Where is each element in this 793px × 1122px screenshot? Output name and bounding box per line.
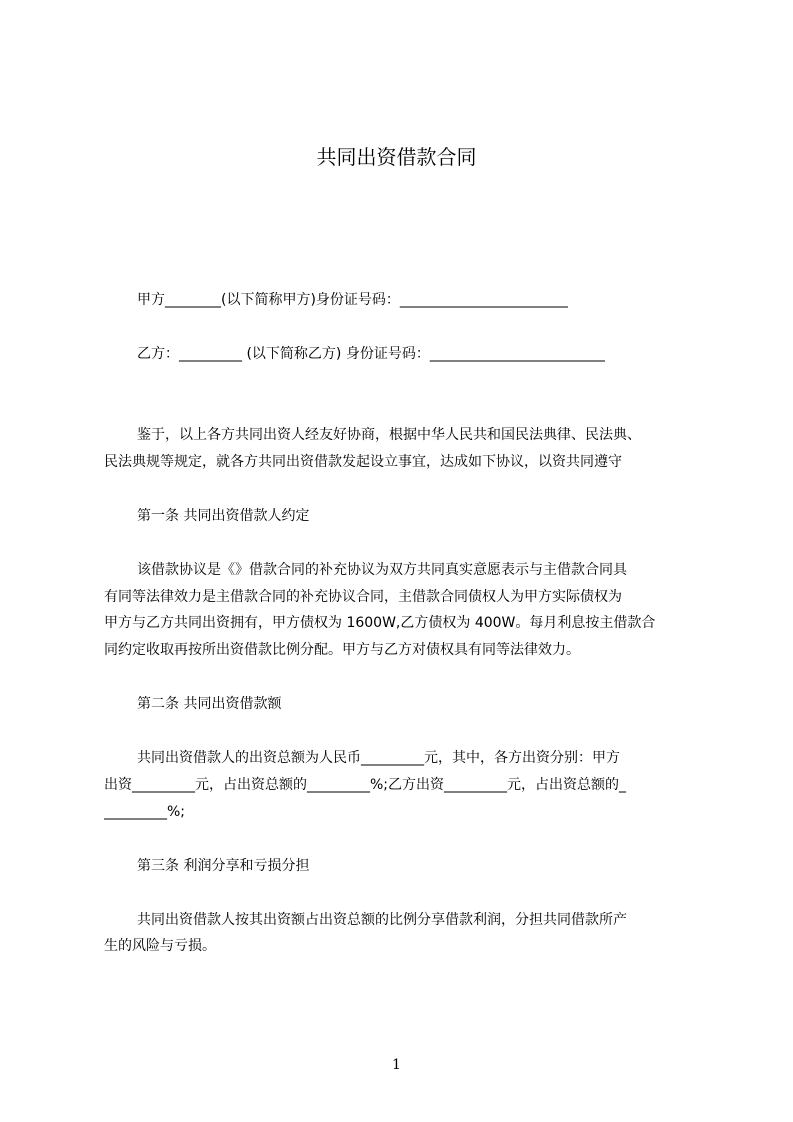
document-title: 共同出资借款合同: [316, 145, 477, 169]
article-1-line-1: 该借款协议是《》借款合同的补充协议为双方共同真实意愿表示与主借款合同具: [137, 562, 627, 578]
article-1-line-4: 同约定收取再按所出资借款比例分配。甲方与乙方对债权具有同等法律效力。: [104, 642, 580, 658]
article-2-line-2: 出资_________元，占出资总额的_________%;乙方出资_________元，占出资总额的_: [104, 777, 627, 793]
party-b-line: 乙方：_________ (以下简称乙方) 身份证号码：_________________________: [137, 346, 605, 362]
article-3-line-1: 共同出资借款人按其出资额占出资总额的比例分享借款利润，分担共同借款所产: [137, 912, 627, 928]
article-3-heading: 第三条 利润分享和亏损分担: [137, 858, 310, 874]
article-1-line-3: 甲方与乙方共同出资拥有，甲方债权为 1600W,乙方债权为 400W。每月利息按主借款合: [104, 615, 656, 631]
preamble-line-2: 民法典规等规定，就各方共同出资借款发起设立事宜，达成如下协议，以资共同遵守: [104, 454, 622, 470]
party-a-line: 甲方________(以下简称甲方)身份证号码：________________________: [137, 292, 568, 308]
article-2-line-3: _________%;: [104, 804, 186, 820]
article-2-line-1: 共同出资借款人的出资总额为人民币_________元，其中，各方出资分别：甲方: [137, 750, 620, 766]
article-1-heading: 第一条 共同出资借款人约定: [137, 508, 310, 524]
page-number: 1: [392, 1057, 401, 1073]
preamble-line-1: 鉴于，以上各方共同出资人经友好协商，根据中华人民共和国民法典律、民法典、: [137, 427, 641, 443]
article-2-heading: 第二条 共同出资借款额: [137, 696, 282, 712]
article-1-line-2: 有同等法律效力是主借款合同的补充协议合同，主借款合同债权人为甲方实际债权为: [104, 589, 622, 605]
article-3-line-2: 生的风险与亏损。: [104, 938, 216, 954]
